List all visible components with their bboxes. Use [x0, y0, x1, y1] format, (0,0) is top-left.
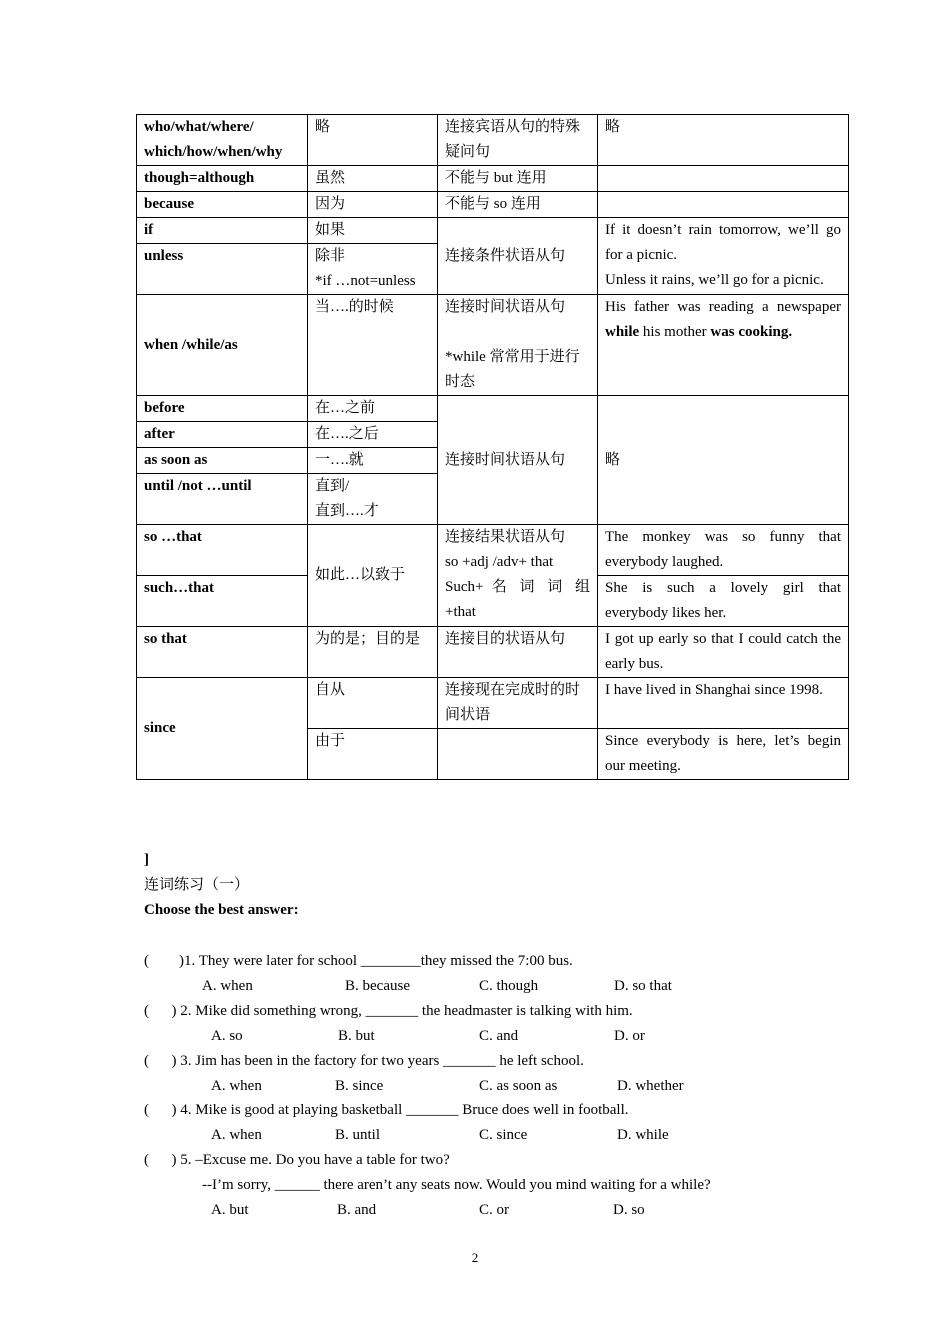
conjunction-table — [136, 114, 849, 780]
table-cell-example — [598, 166, 849, 192]
question-3-option-d: D. whether — [617, 1078, 684, 1094]
table-cell-meaning: 虽然 — [308, 166, 438, 192]
question-2-option-c: C. and — [479, 1028, 519, 1044]
question-2-stem: ( ) 2. Mike did something wrong, _______ the headmaster is talking with him. — [144, 1003, 633, 1019]
table-cell-meaning: 由于 — [308, 729, 438, 780]
table-cell-usage: 不能与 but 连用 — [438, 166, 598, 192]
table-cell-example: 略 — [598, 396, 849, 525]
table-row — [137, 166, 849, 192]
question-4-option-d: D. while — [617, 1127, 669, 1143]
table-cell-word: before — [137, 396, 308, 422]
table-cell-meaning: 因为 — [308, 192, 438, 218]
stray-bracket: ] — [144, 852, 149, 868]
table-cell-example: I have lived in Shanghai since 1998. — [598, 678, 849, 729]
table-cell-word: after — [137, 422, 308, 448]
exercise-heading — [144, 848, 299, 923]
question-5-option-b: B. and — [337, 1202, 377, 1218]
table-cell-word: who/what/where/ which/how/when/why — [137, 115, 308, 166]
table-cell-usage: 连接现在完成时的时间状语 — [438, 678, 598, 729]
table-cell-example: If it doesn’t rain tomorrow, we’ll go for a picnic. Unless it rains, we’ll go for a picnic. — [598, 218, 849, 295]
table-cell-usage: 连接条件状语从句 — [438, 218, 598, 295]
table-cell-example: 略 — [598, 115, 849, 166]
table-row — [137, 525, 849, 576]
table-cell-word: so that — [137, 627, 308, 678]
table-cell-meaning: 一….就 — [308, 448, 438, 474]
table-row — [137, 218, 849, 244]
table-cell-word: when /while/as — [137, 295, 308, 396]
question-1-option-d: D. so that — [614, 978, 672, 994]
table-row — [137, 295, 849, 396]
question-2-option-d: D. or — [614, 1028, 645, 1044]
question-3-option-c: C. as soon as — [479, 1078, 558, 1094]
table-row — [137, 627, 849, 678]
table-cell-meaning: 当….的时候 — [308, 295, 438, 396]
table-cell-word: such…that — [137, 576, 308, 627]
question-4-stem: ( ) 4. Mike is good at playing basketball _______ Bruce does well in football. — [144, 1102, 629, 1118]
table-cell-word: because — [137, 192, 308, 218]
question-3-option-b: B. since — [335, 1078, 384, 1094]
table-cell-usage — [438, 729, 598, 780]
exercise-title: 连词练习（一） — [144, 877, 250, 893]
table-cell-example — [598, 192, 849, 218]
table-row — [137, 115, 849, 166]
question-1-option-b: B. because — [345, 978, 410, 994]
table-cell-word: unless — [137, 244, 308, 295]
table-cell-example: I got up early so that I could catch the early bus. — [598, 627, 849, 678]
table-cell-meaning: 在….之后 — [308, 422, 438, 448]
page-number: 2 — [471, 1250, 479, 1265]
table-cell-word: since — [137, 678, 308, 780]
question-3-stem: ( ) 3. Jim has been in the factory for two years _______ he left school. — [144, 1053, 584, 1069]
question-2-option-a: A. so — [211, 1028, 243, 1044]
table-cell-meaning: 自从 — [308, 678, 438, 729]
table-cell-example: Since everybody is here, let’s begin our meeting. — [598, 729, 849, 780]
table-cell-usage: 不能与 so 连用 — [438, 192, 598, 218]
question-5-stem: ( ) 5. –Excuse me. Do you have a table for two? — [144, 1152, 450, 1168]
table-row — [137, 678, 849, 729]
question-4-option-c: C. since — [479, 1127, 528, 1143]
table-cell-meaning: 如此…以致于 — [308, 525, 438, 627]
table-cell-meaning: 为的是；目的是 — [308, 627, 438, 678]
table-cell-usage: 连接结果状语从句 so +adj /adv+ that Such+ 名 词 词 组 +that — [438, 525, 598, 627]
table-cell-meaning: 略 — [308, 115, 438, 166]
question-5-option-a: A. but — [211, 1202, 249, 1218]
table-cell-word: so …that — [137, 525, 308, 576]
table-cell-meaning: 如果 — [308, 218, 438, 244]
table-cell-example: His father was reading a newspaper while his mother was cooking. — [598, 295, 849, 396]
table-cell-example: The monkey was so funny that everybody laughed. — [598, 525, 849, 576]
question-2-option-b: B. but — [338, 1028, 375, 1044]
table-cell-word: until /not …until — [137, 474, 308, 525]
table-cell-usage: 连接时间状语从句 *while 常常用于进行时态 — [438, 295, 598, 396]
table-cell-word: if — [137, 218, 308, 244]
question-4-option-b: B. until — [335, 1127, 381, 1143]
question-1-option-c: C. though — [479, 978, 539, 994]
table-cell-word: though=although — [137, 166, 308, 192]
table-cell-example: She is such a lovely girl that everybody likes her. — [598, 576, 849, 627]
table-cell-meaning: 除非 *if …not=unless — [308, 244, 438, 295]
question-4-option-a: A. when — [211, 1127, 262, 1143]
question-5-option-d: D. so — [613, 1202, 645, 1218]
table-cell-usage: 连接目的状语从句 — [438, 627, 598, 678]
table-cell-usage: 连接宾语从句的特殊疑问句 — [438, 115, 598, 166]
table-row — [137, 396, 849, 422]
table-row — [137, 192, 849, 218]
question-5-stem-reply: --I’m sorry, ______ there aren’t any seats now. Would you mind waiting for a while? — [202, 1177, 711, 1193]
table-cell-meaning: 在…之前 — [308, 396, 438, 422]
table-cell-meaning: 直到/ 直到….才 — [308, 474, 438, 525]
question-5-option-c: C. or — [479, 1202, 509, 1218]
table-cell-usage: 连接时间状语从句 — [438, 396, 598, 525]
question-1-stem: ( )1. They were later for school ________they missed the 7:00 bus. — [144, 953, 573, 969]
question-1-option-a: A. when — [202, 978, 253, 994]
exercise-instruction: Choose the best answer: — [144, 902, 299, 918]
question-3-option-a: A. when — [211, 1078, 262, 1094]
table-cell-word: as soon as — [137, 448, 308, 474]
